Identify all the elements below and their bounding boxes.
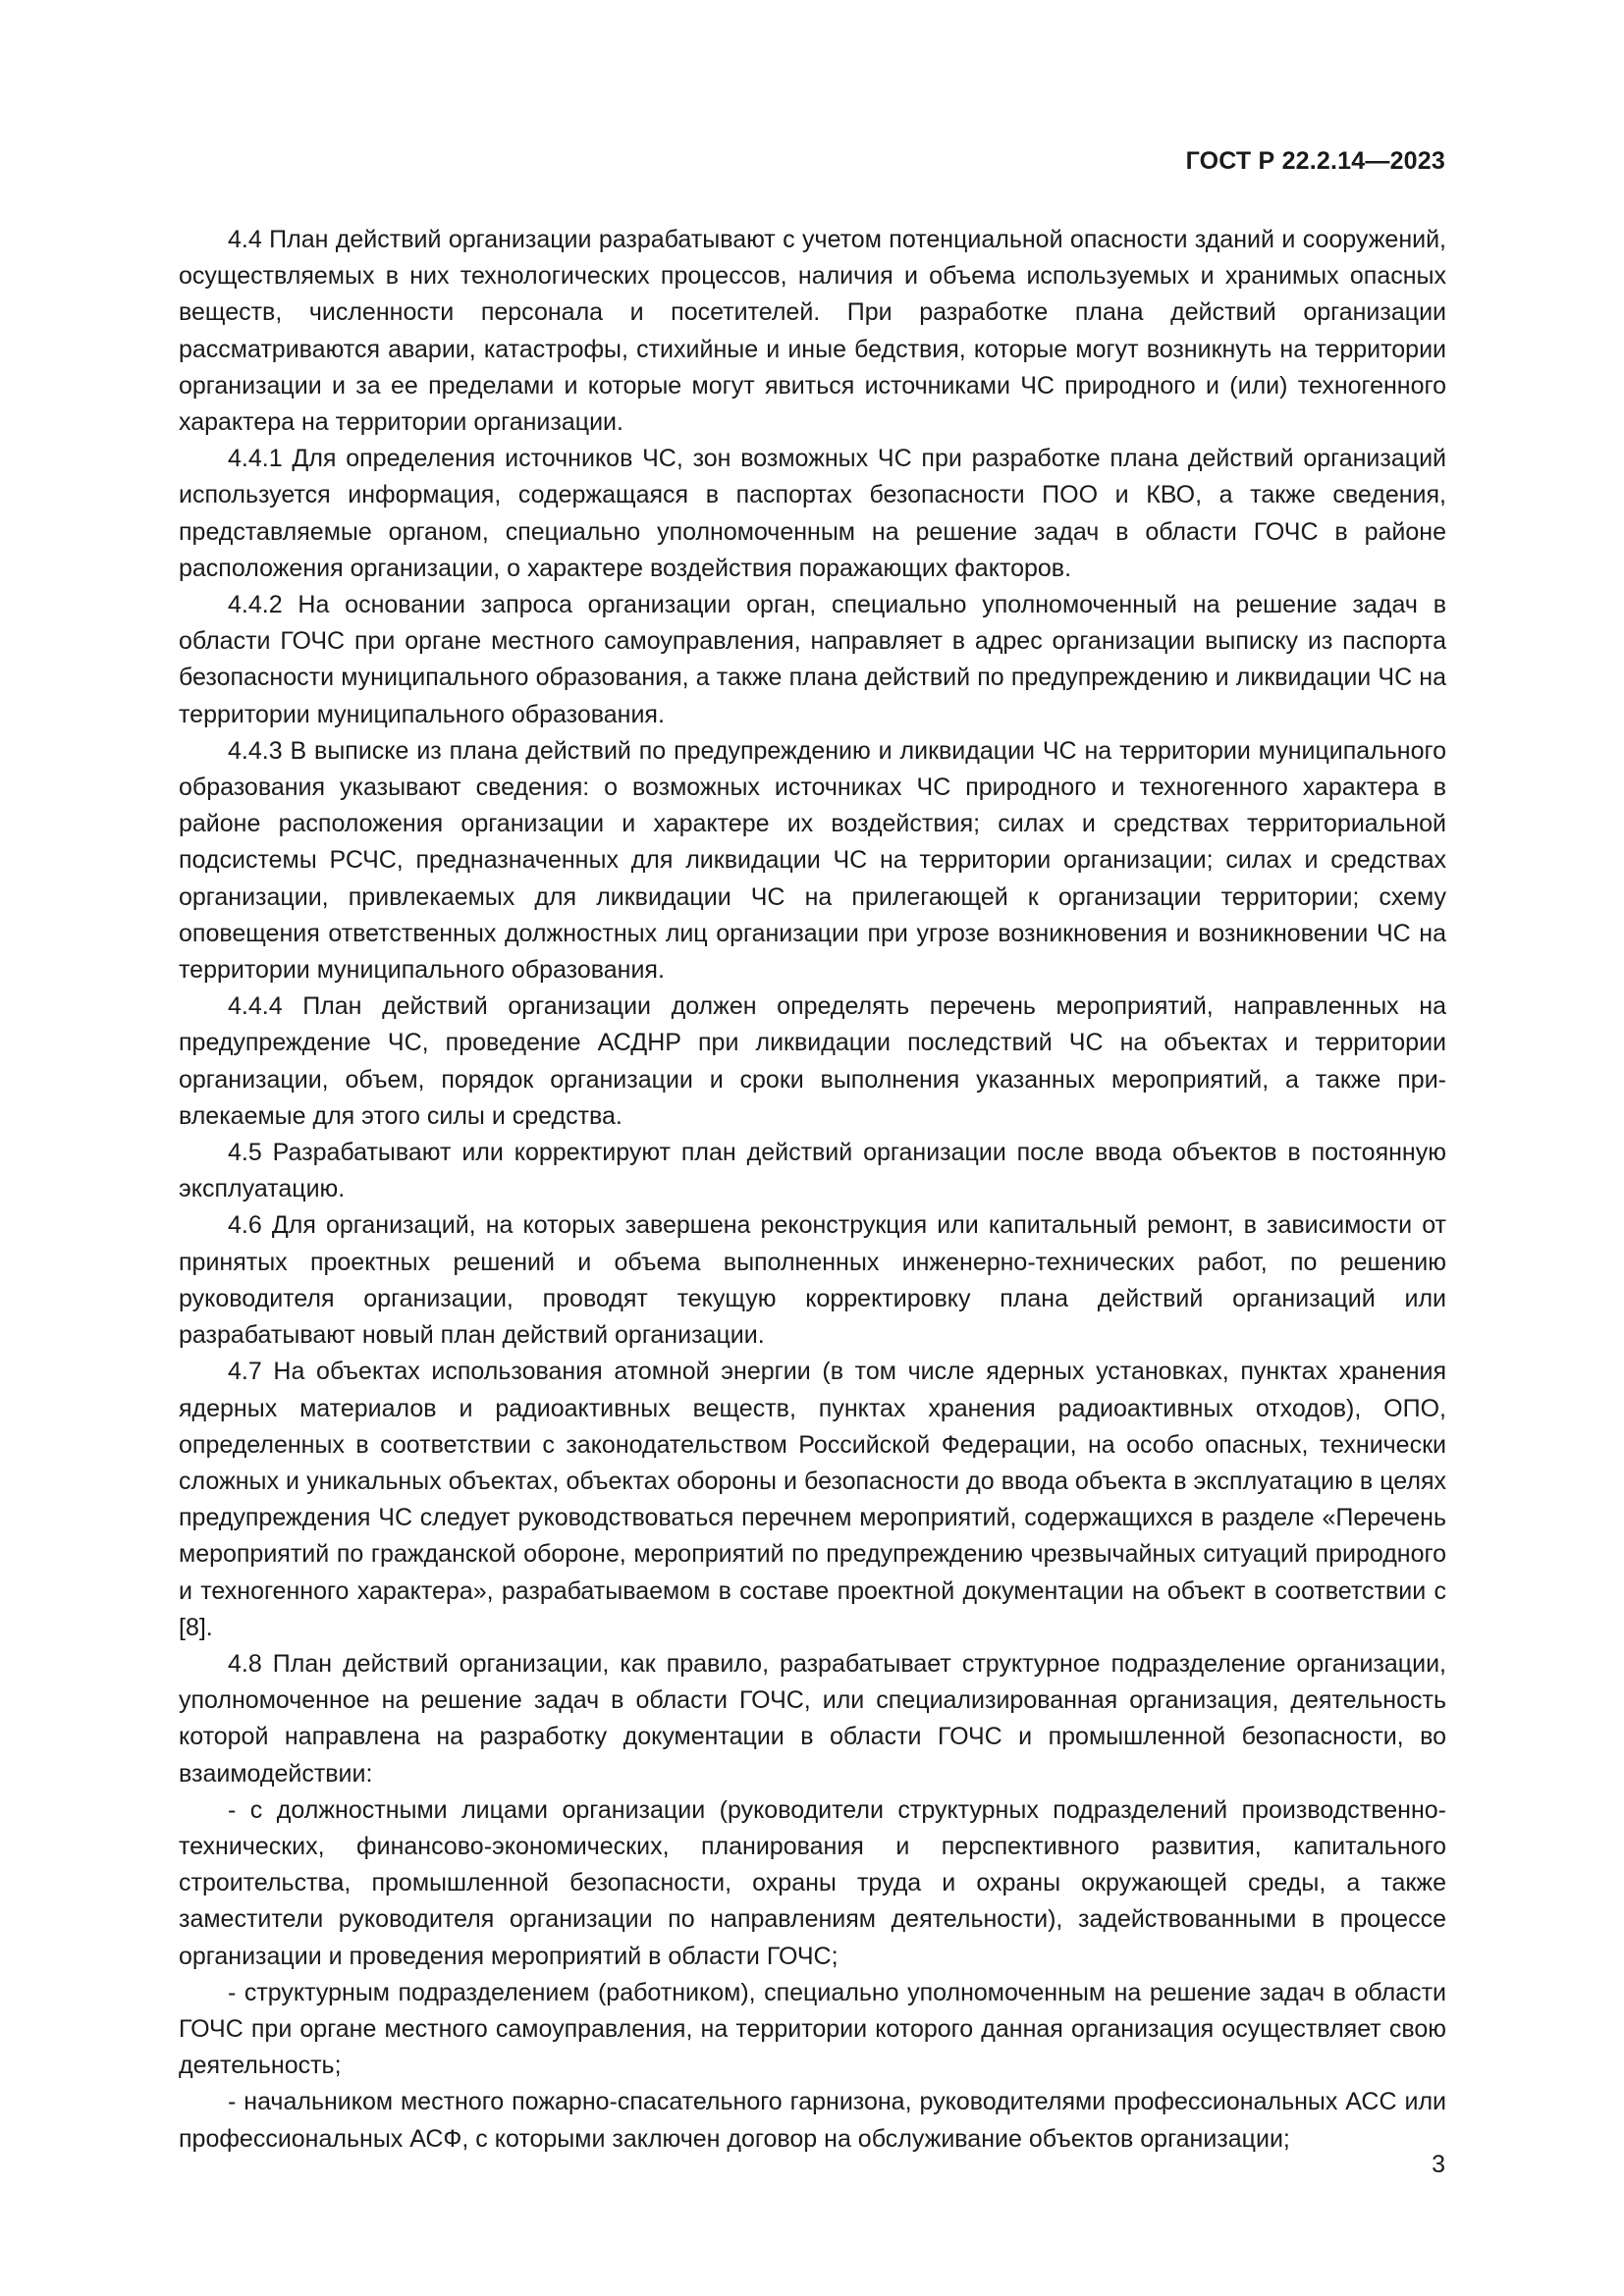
paragraph-4-5: 4.5 Разрабатывают или корректируют план действий организации после ввода объектов в постоянную эксплуатацию. [179,1139,1446,1203]
paragraph-4-4-2: 4.4.2 На основании запроса организации орган, специально уполномоченный на решение задач в области ГОЧС при органе местного самоуправления, направляет в адрес организации выписку из паспорта безопасности муниципального образования, а также плана действий по предупреждению и ликвидации ЧС на территории муниципального образования. [179,591,1446,728]
paragraph-4-4-1: 4.4.1 Для определения источников ЧС, зон возможных ЧС при разработке плана действий организаций используется информация, содержащаяся в паспортах безопасности ПОО и КВО, а также сведения, представляемые органом, специально уполномоченным на решение задач в области ГОЧС в районе расположения организации, о характере воздействия поражающих факторов. [179,445,1446,582]
paragraph-4-4-4: 4.4.4 План действий организации должен определять перечень мероприятий, направленных на предупреждение ЧС, проведение АСДНР при ликвидации последствий ЧС на объектах и территории организации, объем, порядок организации и сроки выполнения указанных мероприятий, а также привлекаемые для этого силы и средства. [179,992,1446,1130]
list-item-structural-unit: - структурным подразделением (работником), специально уполномоченным на решение задач в области ГОЧС при органе местного самоуправления, на территории которого данная организация осуществляет свою деятельность; [179,1978,1446,2080]
list-item-fire-garrison: - начальником местного пожарно-спасательного гарнизона, руководителями профессиональных АСС или профессиональных АСФ, с которыми заключен договор на обслуживание объектов организации; [179,2088,1446,2153]
paragraph-4-6: 4.6 Для организаций, на которых завершена реконструкция или капитальный ремонт, в зависимости от принятых проектных решений и объема выполненных инженерно-технических работ, по решению руководителя организации, проводят текущую корректировку плана действий организаций или разрабатывают новый план действий организации. [179,1211,1446,1350]
paragraph-4-4-3: 4.4.3 В выписке из плана действий по предупреждению и ликвидации ЧС на территории муниципального образования указывают сведения: о возможных источниках ЧС природного и техногенного характера в районе расположения организации и характере их воздействия; силах и средствах территориальной подсистемы РСЧС, предназначенных для ликвидации ЧС на территории организации; силах и средствах организации, привлекаемых для ликвидации ЧС на прилегающей к организации территории; схему оповещения ответственных должностных лиц организации при угрозе возникновения и возникновении ЧС на территории муниципального образования. [179,736,1446,985]
paragraph-4-7: 4.7 На объектах использования атомной энергии (в том числе ядерных установках, пунктах хранения ядерных материалов и радиоактивных веществ, пунктах хранения радиоактивных отходов), ОПО, определенных в соответствии с законодательством Российской Федерации, на особо опасных, технически сложных и уникальных объектах, объектах обороны и безопасности до ввода объекта в эксплуатацию в целях предупреждения ЧС следует руководствоваться перечнем мероприятий, содержащихся в разделе «Перечень мероприятий по гражданской обороне, мероприятий по предупреждению чрезвычайных ситуаций природного и техногенного характера», разрабатываемом в составе проектной документации на объект в соответствии с [8]. [179,1358,1446,1641]
page-number: 3 [1432,2151,1445,2178]
paragraph-4-8: 4.8 План действий организации, как правило, разрабатывает структурное подразделение организации, уполномоченное на решение задач в области ГОЧС, или специализированная организация, деятельность которой направлена на разработку документации в области ГОЧС и промышленной безопасности, во взаимодействии: [179,1649,1446,1788]
list-item-officials: - с должностными лицами организации (руководители структурных подразделений производственно-технических, финансово-экономических, планирования и перспективного развития, капитального строительства, промышленной безопасности, охраны труда и охраны окружающей среды, а также заместители руководителя организации по направлениям деятельности), задействованными в процессе организации и проведения мероприятий в области ГОЧС; [179,1795,1446,1970]
paragraph-4-4: 4.4 План действий организации разрабатывают с учетом потенциальной опасности зданий и сооружений, осуществляемых в них технологических процессов, наличия и объема используемых и хранимых опасных веществ, численности персонала и посетителей. При разработке плана действий организации рассматриваются аварии, катастрофы, стихийные и иные бедствия, которые могут возникнуть на территории организации и за ее пределами и которые могут явиться источниками ЧС природного и (или) техногенного характера на территории организации. [179,226,1446,437]
document-header-code: ГОСТ Р 22.2.14—2023 [1185,147,1445,175]
document-body [179,222,1446,2158]
